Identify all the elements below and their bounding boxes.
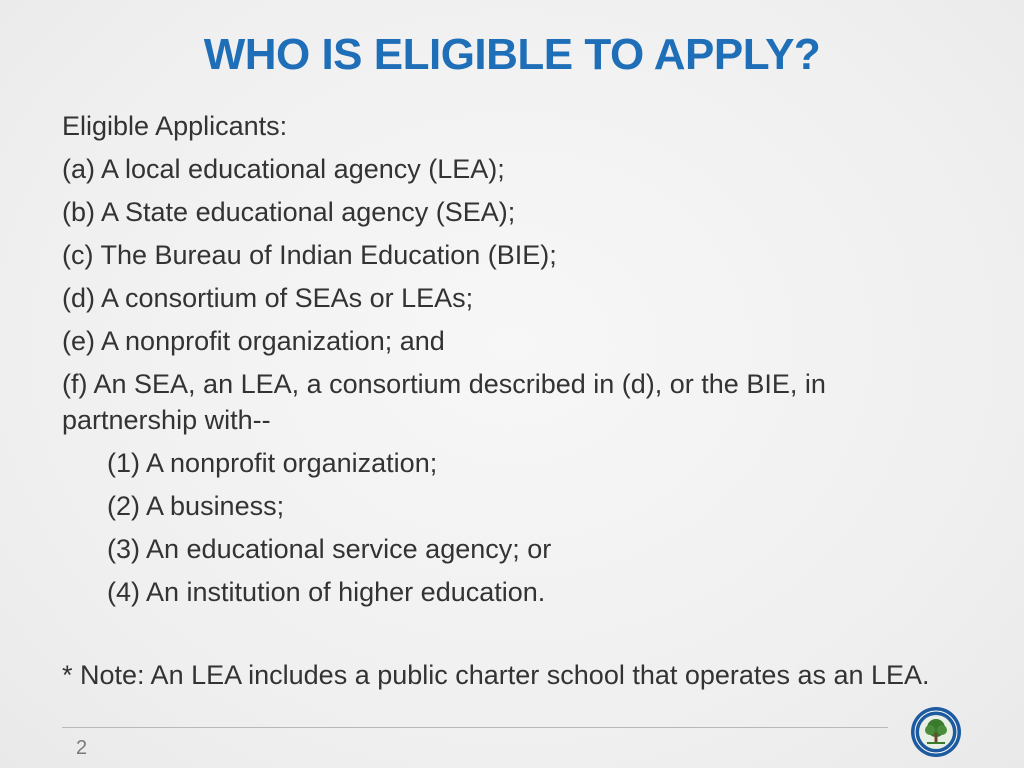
list-item-f: (f) An SEA, an LEA, a consortium described in (d), or the BIE, in partnership with-- [62,369,826,435]
list-item-e: (e) A nonprofit organization; and [62,326,445,356]
list-item-a: (a) A local educational agency (LEA); [62,154,505,184]
sub-item-2: (2) A business; [107,491,285,521]
list-item-c: (c) The Bureau of Indian Education (BIE); [62,240,557,270]
list-intro: Eligible Applicants: [62,111,288,141]
sub-item-3: (3) An educational service agency; or [107,534,552,564]
list-item-d: (d) A consortium of SEAs or LEAs; [62,283,474,313]
slide-title: WHO IS ELIGIBLE TO APPLY? [203,30,821,79]
list-item-b: (b) A State educational agency (SEA); [62,197,516,227]
eligible-applicants-list [62,108,942,617]
lea-note: * Note: An LEA includes a public charter school that operates as an LEA. [62,660,930,690]
sub-item-1: (1) A nonprofit organization; [107,448,438,478]
sub-item-4: (4) An institution of higher education. [107,577,546,607]
department-of-education-seal-icon [910,706,962,758]
footer-divider [62,727,888,728]
page-number: 2 [76,737,88,759]
